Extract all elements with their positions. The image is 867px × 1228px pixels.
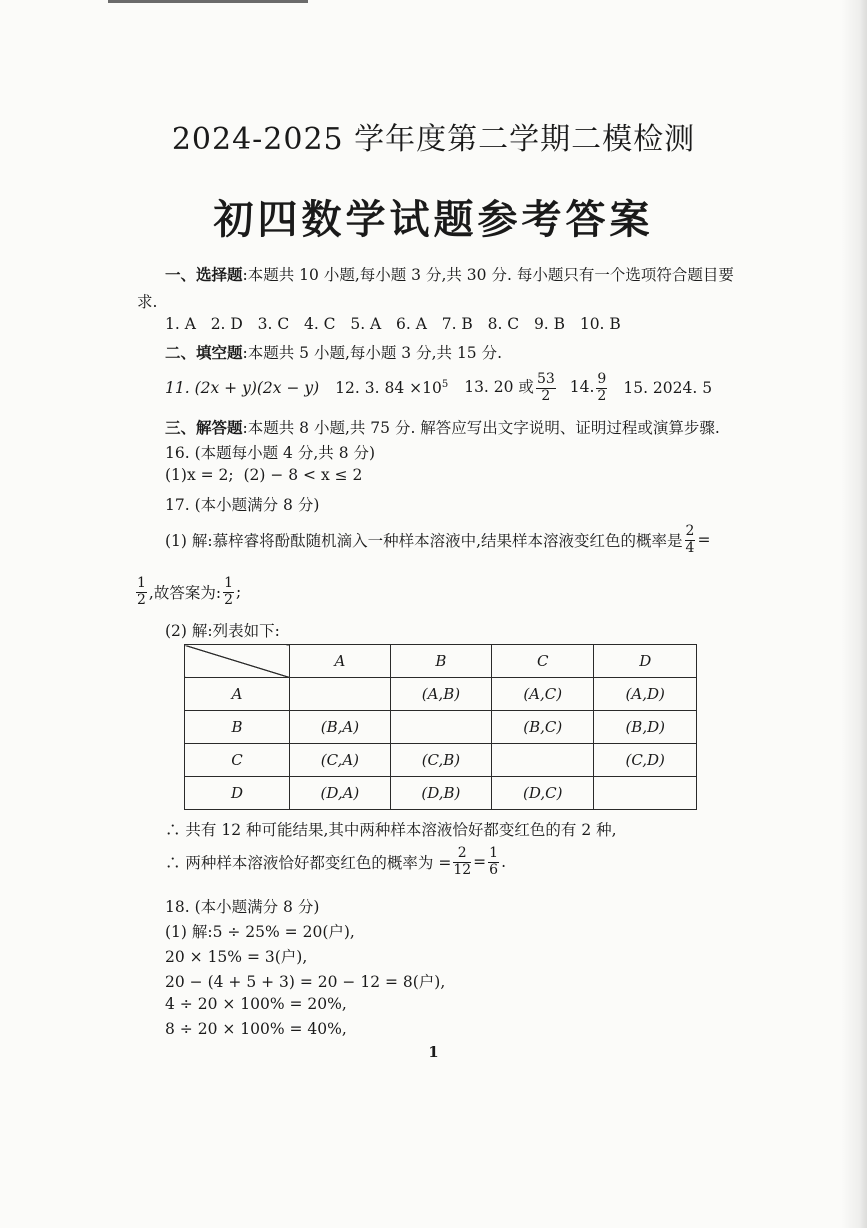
q17-conclusion-1: ∴ 共有 12 种可能结果,其中两种样本溶液恰好都变红色的有 2 种,	[165, 821, 617, 839]
q17-fraction	[488, 846, 499, 878]
fraction-numerator: 53	[536, 371, 555, 388]
section2-intro	[165, 341, 502, 363]
column-header: B	[390, 645, 491, 678]
q18-line: 20 − (4 + 5 + 3) = 20 − 12 = 8(户),	[165, 973, 446, 991]
q17-part2-text: (2) 解:列表如下:	[165, 622, 280, 640]
semicolon: ;	[236, 583, 242, 601]
choice-answers: 1. A 2. D 3. C 4. C 5. A 6. A 7. B 8. C 9. B 10. B	[165, 315, 621, 333]
column-header: A	[290, 645, 391, 678]
table-cell: (B,C)	[492, 711, 594, 744]
section1-heading: 一、选择题	[165, 265, 243, 284]
q17-fraction	[136, 576, 147, 608]
q18-line: (1) 解:5 ÷ 25% = 20(户),	[165, 923, 355, 941]
q18-line: 20 × 15% = 3(户),	[165, 948, 308, 966]
answer-12-base: 12. 3. 84 ×10	[335, 379, 442, 398]
fraction-numerator: 1	[137, 575, 146, 592]
section1-text: :本题共 10 小题,每小题 3 分,共 30 分. 每小题只有一个选项符合题目要	[242, 266, 734, 284]
table-header-row	[185, 645, 697, 678]
q17-conclusion-2	[165, 840, 506, 884]
answer-13	[464, 372, 558, 404]
fraction-numerator: 9	[597, 371, 607, 388]
fraction-numerator: 2	[453, 846, 471, 862]
answer-14-fraction	[596, 372, 607, 404]
table-row	[185, 744, 697, 777]
fraction-denominator: 2	[224, 591, 233, 608]
q18-line: 8 ÷ 20 × 100% = 40%,	[165, 1020, 347, 1038]
row-header: D	[185, 777, 290, 810]
equals-sign: =	[473, 853, 487, 871]
table-cell	[492, 744, 594, 777]
section3-intro	[165, 416, 720, 438]
table-cell	[594, 777, 697, 810]
table-cell	[390, 711, 491, 744]
table-cell: (D,A)	[290, 777, 391, 810]
q17-part1-cont	[134, 570, 241, 614]
table-cell: (C,D)	[594, 744, 697, 777]
fraction-numerator: 1	[224, 575, 233, 592]
q18-title: 18. (本小题满分 8 分)	[165, 898, 320, 916]
answer-14-text: 14.	[569, 378, 595, 396]
section2-heading: 二、填空题	[165, 343, 243, 362]
fraction-numerator: 1	[489, 845, 499, 862]
table-cell: (A,D)	[594, 678, 697, 711]
q17-fraction	[453, 846, 471, 878]
q17-conclusion-text: ∴ 两种样本溶液恰好都变红色的概率为 =	[165, 854, 452, 872]
fraction-denominator: 6	[489, 861, 499, 878]
table-cell: (D,C)	[492, 777, 594, 810]
q16-title: 16. (本题每小题 4 分,共 8 分)	[165, 444, 376, 462]
table-row	[185, 777, 697, 810]
section1-intro	[165, 263, 734, 285]
diagonal-header-cell	[185, 645, 290, 678]
row-header: B	[185, 711, 290, 744]
answer-14	[570, 372, 610, 404]
page-number: 1	[428, 1043, 439, 1061]
q17-fraction	[223, 576, 234, 608]
table-cell: (A,B)	[390, 678, 491, 711]
outcome-table	[184, 644, 697, 810]
section3-heading: 三、解答题	[165, 418, 243, 437]
q16-answer: (1)x = 2; (2) − 8 < x ≤ 2	[165, 466, 363, 484]
q17-part1	[165, 518, 710, 562]
answer-11: 11. (2x + y)(2x − y)	[165, 379, 320, 397]
fill-answers	[165, 366, 712, 410]
fraction-numerator: 2	[685, 523, 695, 540]
answer-12	[335, 379, 448, 397]
answer-13-fraction	[536, 372, 556, 404]
answer-13-text: 13. 20 或	[464, 378, 534, 396]
document-title: 初四数学试题参考答案	[213, 196, 654, 243]
table-cell	[290, 678, 391, 711]
q17-fraction	[685, 524, 696, 556]
table-cell: (B,D)	[594, 711, 697, 744]
table-row	[185, 678, 697, 711]
column-header: C	[492, 645, 594, 678]
table-cell: (B,A)	[290, 711, 391, 744]
row-header: A	[185, 678, 290, 711]
q17-answer-label: ,故答案为:	[148, 584, 222, 602]
section2-text: :本题共 5 小题,每小题 3 分,共 15 分.	[242, 344, 503, 362]
period: .	[501, 853, 507, 871]
fraction-denominator: 2	[597, 387, 607, 404]
table-cell: (C,B)	[390, 744, 491, 777]
table-cell: (A,C)	[492, 678, 594, 711]
answer-12-exponent: 5	[441, 378, 449, 390]
fraction-denominator: 12	[453, 861, 472, 878]
section1-text-cont: 求.	[137, 293, 158, 311]
table-row	[185, 711, 697, 744]
fraction-denominator: 2	[137, 591, 146, 608]
fraction-denominator: 2	[541, 387, 551, 404]
table-cell: (C,A)	[290, 744, 391, 777]
q17-title: 17. (本小题满分 8 分)	[165, 496, 320, 514]
column-header: D	[594, 645, 697, 678]
section3-text: :本题共 8 小题,共 75 分. 解答应写出文字说明、证明过程或演算步骤.	[242, 419, 720, 437]
equals-sign: =	[697, 531, 711, 549]
q17-part1-text: (1) 解:慕梓睿将酚酞随机滴入一种样本溶液中,结果样本溶液变红色的概率是	[165, 532, 683, 550]
exam-title: 2024-2025 学年度第二学期二模检测	[171, 122, 696, 157]
row-header: C	[185, 744, 290, 777]
scan-edge-mark	[108, 0, 308, 3]
q18-line: 4 ÷ 20 × 100% = 20%,	[165, 995, 347, 1013]
table-cell: (D,B)	[390, 777, 491, 810]
answer-15: 15. 2024. 5	[623, 379, 713, 397]
fraction-denominator: 4	[685, 539, 695, 556]
